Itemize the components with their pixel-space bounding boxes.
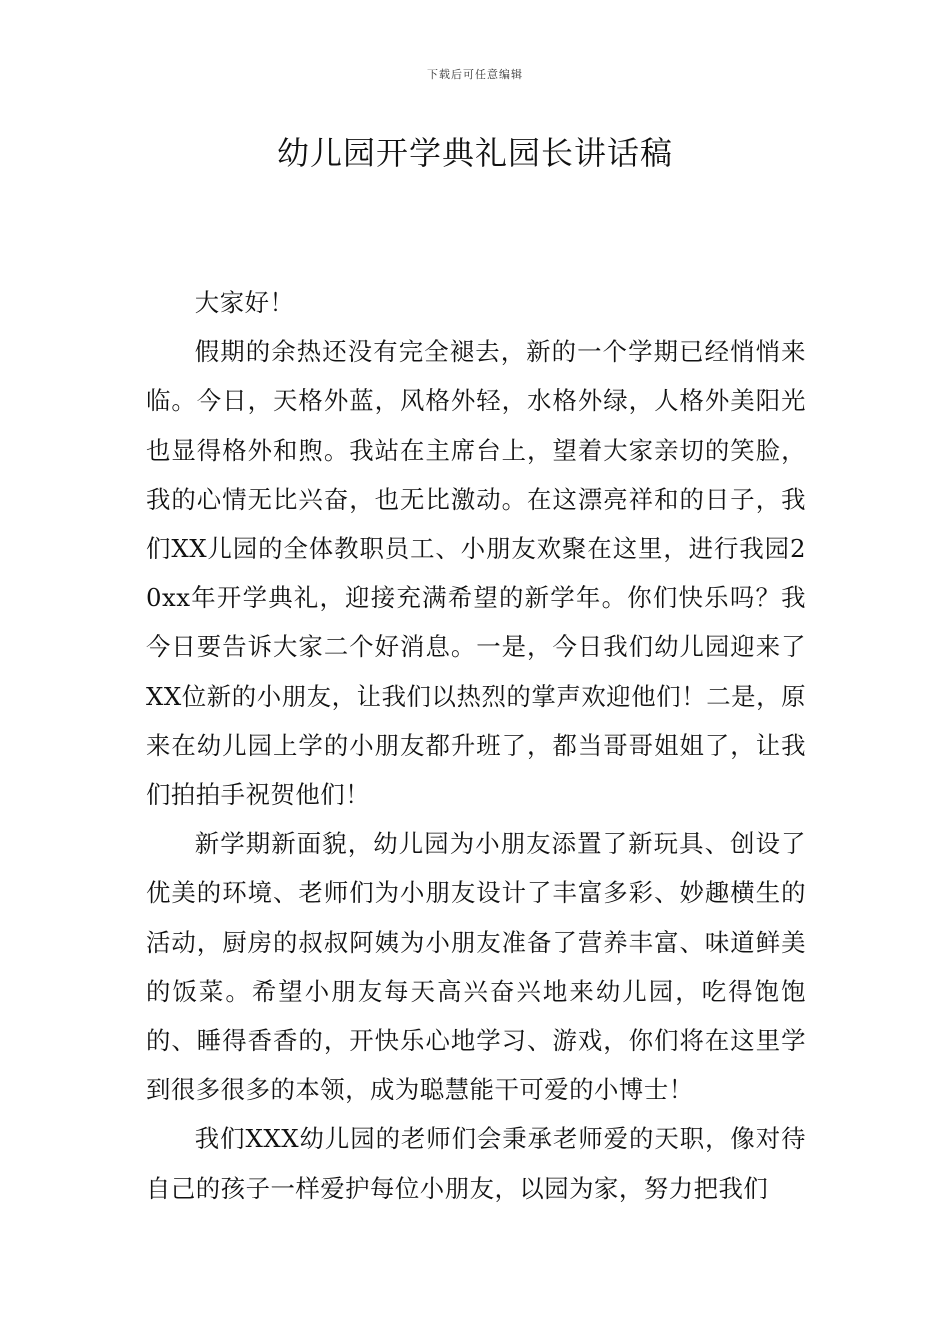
paragraph-greeting: 大家好！	[194, 288, 295, 317]
paragraph-new-semester: 新学期新面貌，幼儿园为小朋友添置了新玩具、创设了优美的环境、老师们为小朋友设计了丰富多彩、妙趣横生的活动，厨房的叔叔阿姨为小朋友准备了营养丰富、味道鲜美的饭菜。希望小朋友每天高兴奋兴地来幼儿园，吃得饱饱的、睡得香香的，开快乐心地学习、游戏，你们将在这里学到很多很多的本领，成为聪慧能干可爱的小博士！	[146, 829, 806, 1105]
paragraph-opening: 假期的余热还没有完全褪去，新的一个学期已经悄悄来临。今日，天格外蓝，风格外轻，水格外绿，人格外美阳光也显得格外和煦。我站在主席台上，望着大家亲切的笑脸，我的心情无比兴奋，也无比激动。在这漂亮祥和的日子，我们XX儿园的全体教职员工、小朋友欢聚在这里，进行我园20xx年开学典礼，迎接充满希望的新学年。你们快乐吗？我今日要告诉大家二个好消息。一是，今日我们幼儿园迎来了XX位新的小朋友，让我们以热烈的掌声欢迎他们！二是，原来在幼儿园上学的小朋友都升班了，都当哥哥姐姐了，让我们拍拍手祝贺他们！	[146, 337, 806, 810]
document-body	[146, 278, 806, 1213]
paragraph-teachers: 我们XXX幼儿园的老师们会秉承老师爱的天职，像对待自己的孩子一样爱护每位小朋友，以园为家，努力把我们	[146, 1124, 806, 1203]
header-note: 下载后可任意编辑	[427, 68, 523, 81]
document-title: 幼儿园开学典礼园长讲话稿	[276, 134, 673, 172]
